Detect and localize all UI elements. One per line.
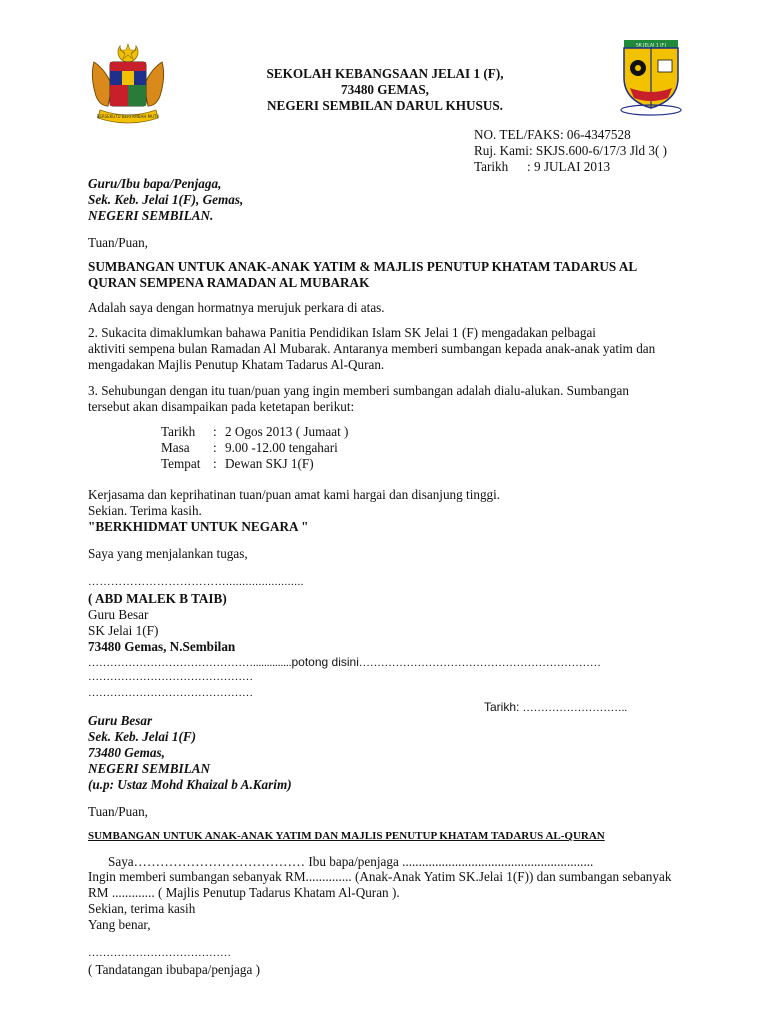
cut-line [88, 655, 601, 671]
cut-line-right-dots: ………………………………………………………… [358, 657, 601, 669]
reply-to-attention: (u.p: Ustaz Mohd Khaizal b A.Karim) [88, 777, 292, 792]
svg-text:BERSEKUTU BERTAMBAH MUTU: BERSEKUTU BERTAMBAH MUTU [96, 114, 160, 119]
detail-label: Tempat [161, 456, 201, 471]
letter-date-value: : 9 JULAI 2013 [527, 159, 611, 174]
letter-date-label: Tarikh [474, 159, 509, 174]
reply-salutation: Tuan/Puan, [88, 804, 148, 819]
cut-line-left-dots: ……………………………………….............. [88, 657, 292, 669]
school-name-line1: SEKOLAH KEBANGSAAN JELAI 1 (F), [266, 66, 504, 81]
coat-of-arms-logo [88, 42, 168, 128]
school-logo [610, 38, 692, 118]
detail-label: Masa [161, 440, 190, 455]
signatory-address: 73480 Gemas, N.Sembilan [88, 639, 236, 654]
reply-date-label: Tarikh: [484, 700, 520, 714]
closing-line1: Kerjasama dan keprihatinan tuan/puan amat kami hargai dan disanjung tinggi. [88, 487, 501, 502]
closing-line2: Sekian. Terima kasih. [88, 503, 202, 518]
reply-to-line3: 73480 Gemas, [88, 745, 165, 760]
detail-label: Tarikh [161, 424, 196, 439]
parent-signature-label: ( Tandatangan ibubapa/penjaga ) [88, 962, 261, 977]
detail-row-venue [161, 456, 314, 473]
reply-line2: Ingin memberi sumbangan sebanyak RM.............. (Anak-Anak Yatim SK.Jelai 1(F)) dan sumbangan sebanyak [88, 869, 672, 884]
detail-colon: : [213, 424, 217, 439]
school-address-line: 73480 GEMAS, [341, 82, 429, 97]
detail-colon: : [213, 440, 217, 455]
reply-date [484, 699, 627, 716]
reply-name-blank: ………………………………… Ibu bapa/penjaga .......................................................... [133, 854, 594, 869]
subject-line2: QURAN SEMPENA RAMADAN AL MUBARAK [88, 275, 370, 290]
addressee-line1: Guru/Ibu bapa/Penjaga, [88, 176, 222, 191]
motto: "BERKHIDMAT UNTUK NEGARA " [88, 519, 309, 534]
reply-subject: SUMBANGAN UNTUK ANAK-ANAK YATIM DAN MAJLIS PENUTUP KHATAM TADARUS AL-QURAN [88, 830, 605, 842]
detail-row-time [161, 440, 338, 457]
blank-line-1: ……………………………………… [88, 671, 253, 683]
signatory-title: Guru Besar [88, 607, 149, 622]
paragraph-2-line2: aktiviti sempena bulan Ramadan Al Mubarak. Antaranya memberi sumbangan kepada anak-anak yatim dan [88, 341, 656, 356]
paragraph-3-line1: 3. Sehubungan dengan itu tuan/puan yang ingin memberi sumbangan adalah dialu-alukan. Sumbangan [88, 383, 629, 398]
reply-line4: Sekian, terima kasih [88, 901, 196, 916]
tel-fax: NO. TEL/FAKS: 06-4347528 [474, 127, 631, 142]
paragraph-2-line1: 2. Sukacita dimaklumkan bahawa Panitia Pendidikan Islam SK Jelai 1 (F) mengadakan pelbagai [88, 325, 596, 340]
salutation: Tuan/Puan, [88, 235, 148, 250]
cut-here-label: potong disini [291, 655, 359, 669]
school-state-line: NEGERI SEMBILAN DARUL KHUSUS. [267, 98, 503, 113]
detail-colon: : [213, 456, 217, 471]
detail-value: 2 Ogos 2013 ( Jumaat ) [225, 424, 349, 439]
addressee-line2: Sek. Keb. Jelai 1(F), Gemas, [88, 192, 244, 207]
reply-to-line2: Sek. Keb. Jelai 1(F) [88, 729, 197, 744]
signoff: Saya yang menjalankan tugas, [88, 546, 248, 561]
reply-date-dots: ……………………….. [522, 702, 628, 714]
reply-to-line4: NEGERI SEMBILAN [88, 761, 211, 776]
reply-line5: Yang benar, [88, 917, 151, 932]
signatory-name: ( ABD MALEK B TAIB) [88, 591, 227, 606]
signatory-school: SK Jelai 1(F) [88, 623, 159, 638]
addressee-line3: NEGERI SEMBILAN. [88, 208, 214, 223]
reply-line3: RM ............. ( Majlis Penutup Tadarus Khatam Al-Quran ). [88, 885, 400, 900]
reply-to-line1: Guru Besar [88, 713, 153, 728]
detail-value: Dewan SKJ 1(F) [225, 456, 314, 471]
detail-value: 9.00 -12.00 tengahari [225, 440, 338, 455]
reference-number: Ruj. Kami: SKJS.600-6/17/3 Jld 3( ) [474, 143, 668, 158]
intro-paragraph: Adalah saya dengan hormatnya merujuk perkara di atas. [88, 300, 385, 315]
paragraph-2-line3: mengadakan Majlis Penutup Khatam Tadarus Al-Quran. [88, 357, 385, 372]
svg-text:SK JELAI 1 (F): SK JELAI 1 (F) [635, 43, 667, 49]
reply-saya: Saya [108, 854, 134, 869]
paragraph-3-line2: tersebut akan disampaikan pada ketetapan berikut: [88, 399, 355, 414]
signature-line: ………………………………........................ [88, 576, 304, 588]
blank-line-2: ……………………………………… [88, 687, 253, 699]
subject-line1: SUMBANGAN UNTUK ANAK-ANAK YATIM & MAJLIS PENUTUP KHATAM TADARUS AL [88, 259, 638, 274]
detail-row-date [161, 424, 348, 441]
parent-signature-line: ………………………………… [88, 947, 231, 959]
